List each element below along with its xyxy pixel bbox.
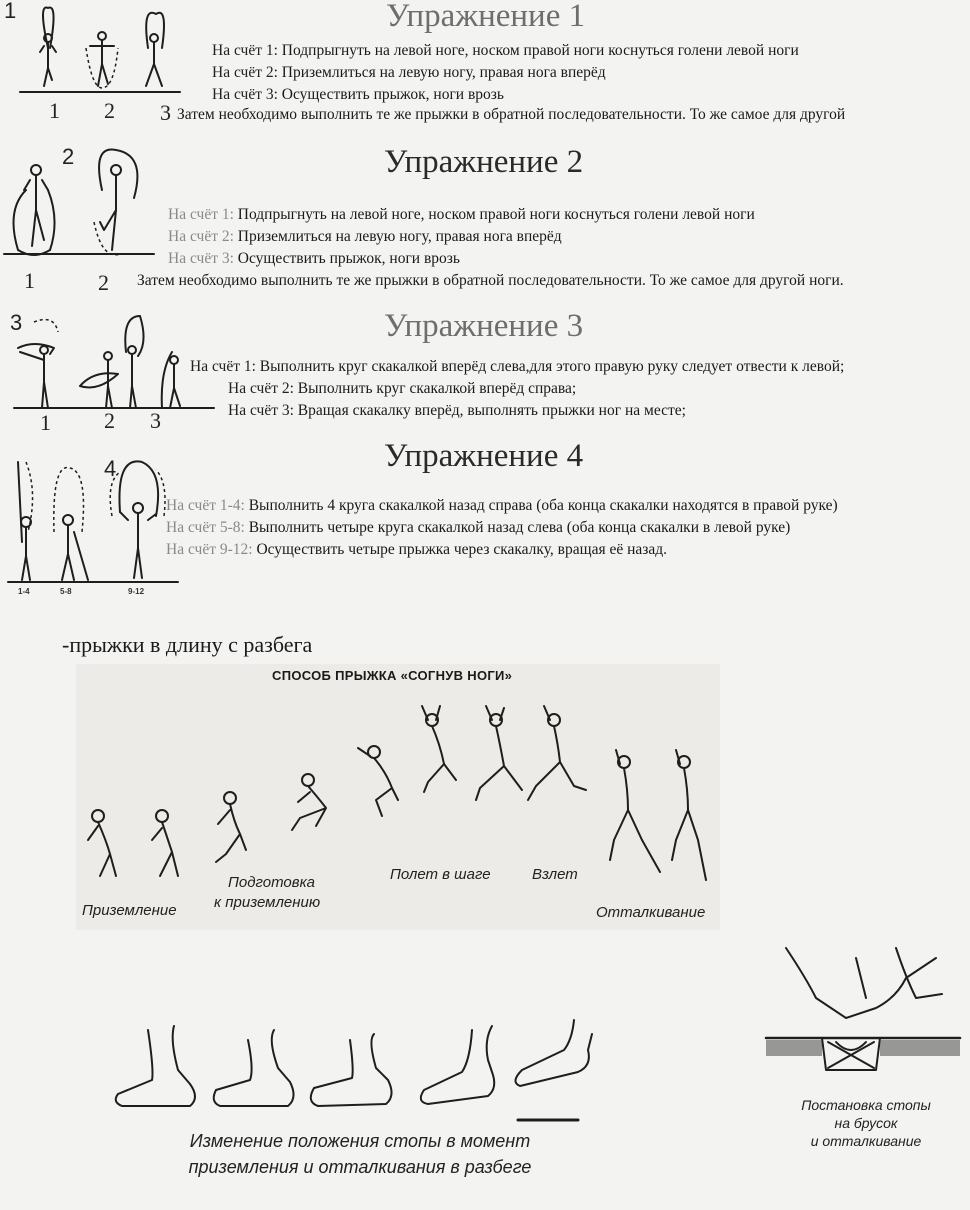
ex1-line-1: На счёт 1: Подпрыгнуть на левой ноге, носком правой ноги коснуться голени левой ноги — [212, 42, 799, 59]
ex3-figure-label-2: 2 — [104, 408, 115, 433]
ex1-figure-label-2: 2 — [104, 98, 115, 123]
ex3-line-1: На счёт 1: Выполнить круг скакалкой вперёд слева,для этого правую руку следует отвести к левой; — [190, 358, 845, 375]
ex1-figure-label-1: 1 — [49, 98, 60, 123]
foot-position-figures — [108, 1010, 608, 1120]
ex4-corner-number: 4 — [104, 456, 117, 481]
ex3-figure-label-3: 3 — [150, 408, 161, 433]
ex2-title: Упражнение 2 — [384, 144, 584, 180]
phase-prep-label-1: Подготовка — [228, 874, 315, 891]
ex4-figure-label-1: 1-4 — [18, 587, 30, 596]
ex4-line-2: На счёт 5-8: Выполнить четыре круга скакалкой назад слева (оба конца скакалки в левой руке) — [166, 519, 791, 536]
ex1-after-text: Затем необходимо выполнить те же прыжки в обратной последовательности. То же самое для другой — [177, 106, 846, 123]
ex4-title: Упражнение 4 — [384, 438, 584, 474]
ex2-line-2: На счёт 2: Приземлиться на левую ногу, правая нога вперёд — [168, 228, 562, 245]
phase-landing-label: Приземление — [82, 902, 177, 919]
phase-pushoff-label: Отталкивание — [596, 904, 706, 921]
phase-prep-label-2: к приземлению — [214, 894, 321, 911]
ex3-figures — [14, 312, 214, 412]
ex2-figure-label-1: 1 — [24, 268, 35, 293]
ex1-line-3: На счёт 3: Осуществить прыжок, ноги врозь — [212, 86, 504, 103]
ex4-figures — [8, 452, 178, 588]
ex3-corner-number: 3 — [10, 310, 23, 335]
foot-caption: Изменение положения стопы в момент приземления и отталкивания в разбеге — [188, 1131, 532, 1177]
ex3-title: Упражнение 3 — [384, 308, 584, 344]
ex1-line-2: На счёт 2: Приземлиться на левую ногу, правая нога вперёд — [212, 64, 606, 81]
phase-rise-label: Взлет — [532, 866, 578, 883]
long-jump-heading: -прыжки в длину с разбега — [62, 632, 313, 657]
jump-phase-figures — [76, 690, 716, 890]
ex2-corner-number: 2 — [62, 144, 75, 169]
ex3-line-3: На счёт 3: Вращая скакалку вперёд, выполнять прыжки ног на месте; — [228, 402, 686, 419]
ex3-figure-label-1: 1 — [40, 410, 51, 435]
takeoff-board-figure — [766, 938, 960, 1078]
ex4-line-1: На счёт 1-4: Выполнить 4 круга скакалкой назад справа (оба конца скакалки находятся в правой руке) — [166, 497, 838, 514]
ex2-after-text: Затем необходимо выполнить те же прыжки в обратной последовательности. То же самое для другой ноги. — [137, 272, 844, 289]
ex4-figure-label-2: 5-8 — [60, 587, 72, 596]
ex2-line-3: На счёт 3: Осуществить прыжок, ноги врозь — [168, 250, 460, 267]
ex2-figures — [4, 150, 154, 260]
ex2-line-1: На счёт 1: Подпрыгнуть на левой ноге, носком правой ноги коснуться голени левой ноги — [168, 206, 755, 223]
method-title: СПОСОБ ПРЫЖКА «СОГНУВ НОГИ» — [272, 668, 513, 683]
ex2-figure-label-2: 2 — [98, 270, 109, 295]
ex4-figure-label-3: 9-12 — [128, 587, 145, 596]
ex4-line-3: На счёт 9-12: Осуществить четыре прыжка через скакалку, вращая её назад. — [166, 541, 668, 558]
ex1-figures — [20, 8, 180, 98]
ex1-figure-label-3: 3 — [160, 100, 171, 125]
board-caption: Постановка стопы на брусок и отталкивание — [801, 1097, 931, 1149]
ex1-corner-number: 1 — [4, 0, 17, 23]
ex1-title: Упражнение 1 — [386, 0, 586, 34]
ex3-line-2: На счёт 2: Выполнить круг скакалкой вперёд справа; — [228, 380, 577, 397]
phase-flight-label: Полет в шаге — [390, 866, 491, 883]
